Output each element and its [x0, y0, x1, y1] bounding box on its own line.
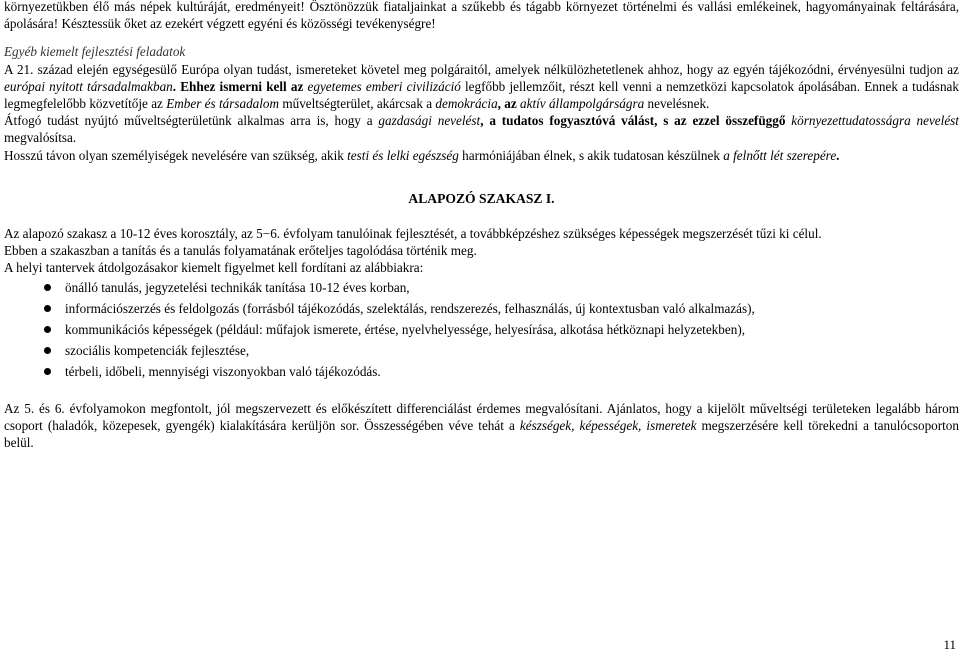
- list-item: [4, 361, 959, 382]
- text: környezetükben élő más népek kultúráját, eredményeit! Ösztönözzük fiataljainkat a szűkebb és tágabb környezet történelmi és vallási emlékeinek, hagyományainak feltárására, ápolására! Késztessük őket az ezekért végzett egyéni és közösségi tevékenységre!: [4, 0, 959, 32]
- heading-text: Egyéb kiemelt fejlesztési feladatok: [4, 44, 186, 60]
- text: .: [836, 147, 840, 163]
- emphasis: testi és lelki egészség: [347, 147, 459, 163]
- text: Az 5. és 6. évfolyamokon megfontolt, jól megszervezett és előkészített differenciálást érdemes megvalósítani. Ajánlatos, hogy a kijelölt műveltségi területeken legalább három csoport (haladók, közepesek, gyengék) kialakítására kerüljön sor. Összességében véve tehát a: [4, 400, 959, 433]
- paragraph-structure: Ebben a szakaszban a tanítás és a tanulás folyamatának erőteljes tagolódása történik meg.: [4, 243, 477, 259]
- emphasis: környezettudatosságra nevelést: [791, 113, 959, 129]
- emphasis: demokrácia: [435, 96, 498, 112]
- paragraph-age: Az alapozó szakasz a 10-12 éves korosztály, az 5−6. évfolyam tanulóinak fejlesztését, a továbbképzéshez szükséges képességek megszerzését tűzi ki célul.: [4, 226, 822, 242]
- emphasis: egyetemes emberi civilizáció: [307, 78, 461, 94]
- bullet-icon: [44, 305, 51, 312]
- emphasis: európai nyitott társadalmakban: [4, 78, 173, 94]
- emphasis: készségek, képességek, ismeretek: [519, 417, 697, 433]
- paragraph-europe: [4, 61, 959, 113]
- bullet-icon: [44, 326, 51, 333]
- paragraph-economy: [4, 112, 959, 146]
- list-item-text: kommunikációs képességek (például: műfajok ismerete, értése, nyelvhelyessége, helyesírása, alkotása hétköznapi helyzetekben),: [65, 321, 746, 337]
- list-item: [4, 277, 959, 298]
- list-item: [4, 298, 959, 319]
- emphasis: Ember és társadalom: [166, 96, 280, 112]
- priority-list: [4, 277, 959, 382]
- emphasis: a felnőtt lét szerepére: [723, 147, 837, 163]
- text: Hosszú távon olyan személyiségek nevelésére van szükség, akik: [4, 147, 348, 163]
- paragraph-health: [4, 147, 959, 164]
- emphasis: gazdasági nevelést: [378, 113, 481, 129]
- text: A 21. század elején egységesülő Európa olyan tudást, ismereteket követel meg polgáraitól, amelyek nélkülözhetetlenek ahhoz, hogy az egyén tájékozódni, érvényesülni tudjon az: [4, 61, 959, 77]
- paragraph-priorities: A helyi tantervek átdolgozásakor kiemelt figyelmet kell fordítani az alábbiakra:: [4, 260, 424, 276]
- page-number: 11: [943, 637, 956, 652]
- text: harmóniájában élnek, s akik tudatosan készülnek: [458, 147, 724, 163]
- section-heading: [4, 43, 959, 60]
- list-item-text: térbeli, időbeli, mennyiségi viszonyokban való tájékozódás.: [65, 363, 381, 379]
- text: , a tudatos fogyasztóvá válást, s az ezzel összefüggő: [480, 113, 792, 129]
- list-item-text: szociális kompetenciák fejlesztése,: [65, 342, 250, 358]
- list-item: [4, 340, 959, 361]
- spacer: [4, 382, 959, 400]
- section-title: ALAPOZÓ SZAKASZ I.: [408, 190, 555, 206]
- page-content: [4, 0, 959, 451]
- bullet-icon: [44, 368, 51, 375]
- text: megvalósítsa.: [4, 130, 77, 146]
- list-item-text: önálló tanulás, jegyzetelési technikák tanítása 10-12 éves korban,: [65, 279, 410, 295]
- paragraph-intro: [4, 0, 959, 32]
- emphasis: aktív állampolgárságra: [520, 96, 645, 112]
- text: legfőbb jellemzőit, részt kell venni a nemzetközi kapcsolatok ápolásában. Ennek a tudásnak legmegfelelőbb közvetítője az: [4, 78, 959, 112]
- bullet-icon: [44, 347, 51, 354]
- text: megszerzésére kell törekedni a tanulócsoporton belül.: [4, 417, 959, 451]
- bullet-icon: [44, 284, 51, 291]
- list-item-text: információszerzés és feldolgozás (forrásból tájékozódás, szelektálás, rendszerezés, felhasználás, új kontextusban való alkalmazás),: [65, 300, 755, 316]
- list-item: [4, 319, 959, 340]
- text: , az: [497, 96, 521, 112]
- text: . Ehhez ismerni kell az: [172, 78, 308, 94]
- text: nevelésnek.: [644, 96, 710, 112]
- text: Átfogó tudást nyújtó műveltségterületünk alkalmas arra is, hogy a: [4, 113, 379, 129]
- paragraph-differentiation: [4, 400, 959, 452]
- text: műveltségterület, akárcsak a: [279, 96, 436, 112]
